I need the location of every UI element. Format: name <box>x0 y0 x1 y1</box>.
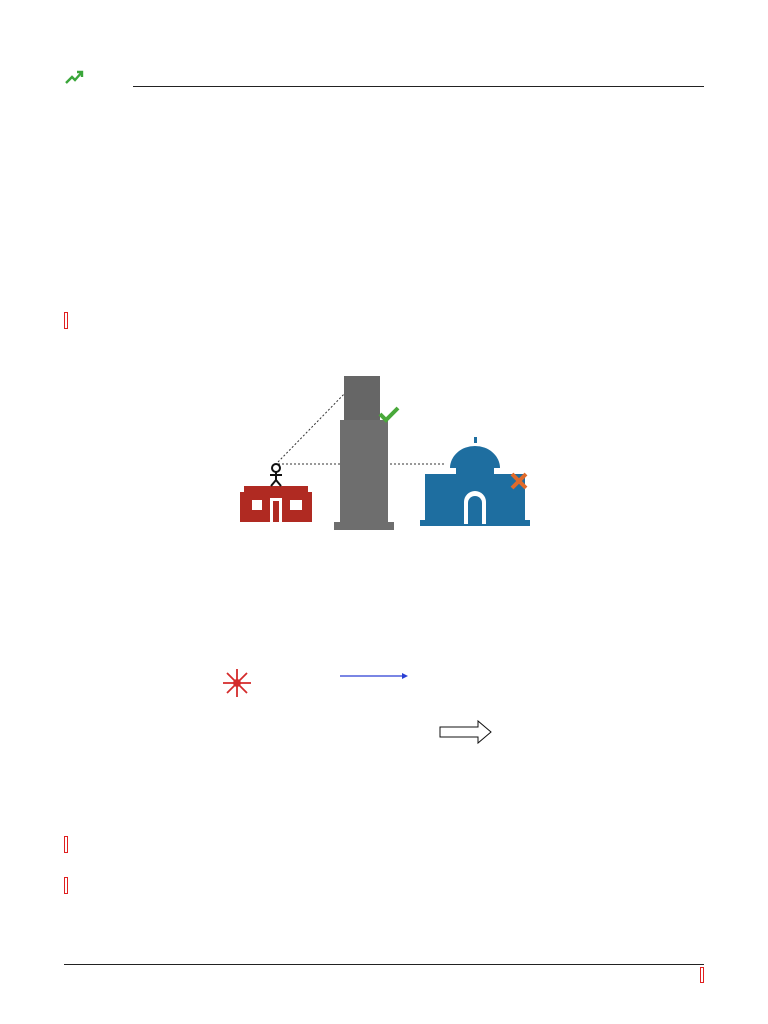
figure-1-illustration <box>230 370 540 550</box>
paragraph-goal <box>64 837 704 854</box>
figure-2-link-2[interactable] <box>64 877 68 894</box>
figure-2-link[interactable] <box>64 836 68 853</box>
sight-line-upper <box>278 390 348 462</box>
reply-logo <box>64 69 128 87</box>
observer-house-icon <box>240 486 312 522</box>
building-a-icon <box>334 376 394 530</box>
visible-check-icon <box>380 408 398 420</box>
transform-arrow-icon <box>440 721 491 743</box>
footer-rule <box>64 964 704 965</box>
figure-2 <box>160 650 620 780</box>
last-page-link[interactable] <box>700 967 704 983</box>
footer-page <box>700 968 704 982</box>
reply-logo-icon <box>64 69 84 87</box>
person-icon <box>270 464 282 486</box>
figure-2-grids <box>160 650 620 780</box>
paragraph-figure-ref <box>64 313 704 330</box>
paragraph-figure2-explanation <box>64 878 704 895</box>
figure-1-link[interactable] <box>64 312 68 329</box>
header-rule <box>133 86 704 87</box>
